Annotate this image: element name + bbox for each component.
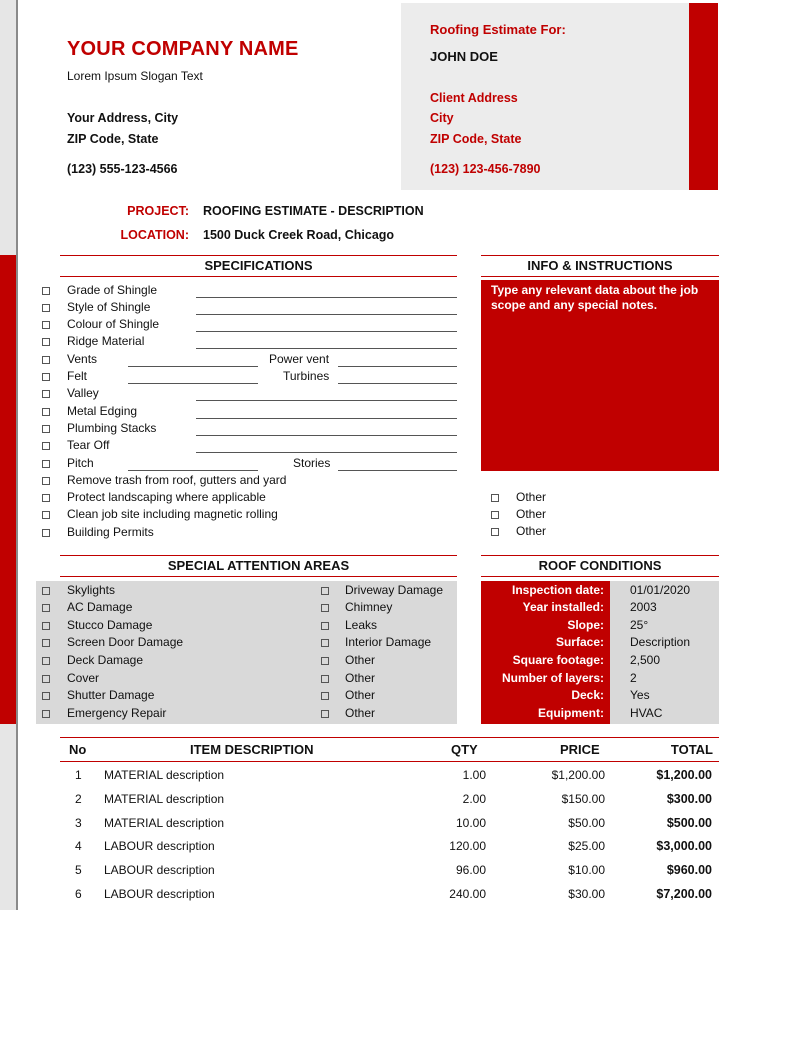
roof-condition-value[interactable]: Yes: [630, 688, 650, 703]
col-total: TOTAL: [670, 742, 713, 757]
spec-item-label: Remove trash from roof, gutters and yard: [67, 472, 287, 487]
roof-condition-value[interactable]: 01/01/2020: [630, 582, 691, 597]
spec-item-label: Valley: [67, 386, 99, 401]
spec-fill-line[interactable]: [196, 314, 457, 315]
roof-condition-value[interactable]: 2: [630, 670, 637, 685]
checkbox[interactable]: [42, 304, 50, 312]
col-description: ITEM DESCRIPTION: [190, 742, 314, 757]
checkbox[interactable]: [42, 338, 50, 346]
attention-item-label: Screen Door Damage: [67, 635, 184, 650]
turbines-label: Turbines: [283, 369, 330, 383]
company-address-line2: ZIP Code, State: [67, 132, 159, 146]
item-description[interactable]: MATERIAL description: [104, 815, 225, 830]
col-price: PRICE: [560, 742, 600, 757]
checkbox[interactable]: [321, 604, 329, 612]
checkbox[interactable]: [321, 657, 329, 665]
checkbox[interactable]: [42, 321, 50, 329]
info-other-label: Other: [516, 489, 547, 504]
items-table-header: [60, 737, 719, 762]
location-value: 1500 Duck Creek Road, Chicago: [203, 228, 395, 242]
spec-item-label: Grade of Shingle: [67, 282, 158, 297]
item-price[interactable]: $1,200.00: [551, 768, 605, 782]
spec-fill-line[interactable]: [196, 435, 457, 436]
item-price[interactable]: $150.00: [561, 791, 605, 806]
left-margin-line: [16, 0, 18, 910]
spec-item-label: Felt: [67, 369, 88, 383]
checkbox[interactable]: [42, 287, 50, 295]
client-zip-state: ZIP Code, State: [430, 132, 522, 146]
roof-condition-label: Surface:: [555, 635, 604, 650]
checkbox[interactable]: [42, 356, 50, 364]
item-description[interactable]: MATERIAL description: [104, 791, 225, 806]
item-no: 5: [75, 863, 82, 878]
checkbox[interactable]: [491, 494, 499, 502]
roof-condition-label: Inspection date:: [511, 582, 604, 597]
spec-item-label: Building Permits: [67, 524, 154, 539]
roof-condition-value[interactable]: 25°: [630, 617, 649, 632]
spec-item-label: Protect landscaping where applicable: [67, 490, 266, 505]
checkbox[interactable]: [42, 692, 50, 700]
felt-fill-line[interactable]: [128, 383, 258, 384]
stories-label: Stories: [293, 455, 331, 470]
special-attention-header: SPECIAL ATTENTION AREAS: [60, 555, 457, 577]
col-qty: QTY: [451, 742, 478, 757]
checkbox[interactable]: [42, 511, 50, 519]
item-no: 2: [75, 791, 82, 806]
checkbox[interactable]: [42, 408, 50, 416]
attention-item-label: Chimney: [345, 600, 393, 615]
item-description[interactable]: LABOUR description: [104, 839, 215, 854]
item-qty[interactable]: 96.00: [455, 863, 486, 878]
checkbox[interactable]: [42, 710, 50, 718]
spec-fill-line[interactable]: [196, 400, 457, 401]
checkbox[interactable]: [321, 639, 329, 647]
company-phone: (123) 555-123-4566: [67, 162, 178, 176]
client-address: Client Address: [430, 91, 518, 105]
pitch-fill-line[interactable]: [128, 470, 258, 471]
info-header: INFO & INSTRUCTIONS: [481, 255, 719, 277]
info-other-label: Other: [516, 506, 547, 521]
item-description[interactable]: LABOUR description: [104, 863, 215, 878]
client-panel: [401, 3, 718, 190]
roof-condition-value[interactable]: Description: [630, 635, 691, 650]
item-price[interactable]: $50.00: [568, 815, 605, 830]
item-qty[interactable]: 1.00: [462, 768, 486, 782]
attention-item-label: Driveway Damage: [345, 582, 444, 597]
spec-fill-line[interactable]: [196, 418, 457, 419]
project-value: ROOFING ESTIMATE - DESCRIPTION: [203, 204, 424, 218]
company-slogan: Lorem Ipsum Slogan Text: [67, 69, 203, 83]
checkbox[interactable]: [42, 373, 50, 381]
checkbox[interactable]: [321, 692, 329, 700]
client-phone: (123) 123-456-7890: [430, 162, 541, 176]
left-margin-accent: [0, 255, 16, 724]
table-row: [60, 886, 719, 903]
roof-condition-label: Deck:: [571, 688, 604, 703]
item-qty[interactable]: 2.00: [462, 791, 486, 806]
item-price[interactable]: $10.00: [568, 863, 605, 878]
spec-fill-line[interactable]: [196, 297, 457, 298]
checkbox[interactable]: [321, 622, 329, 630]
spec-item-label: Tear Off: [67, 438, 110, 453]
specifications-header: SPECIFICATIONS: [60, 255, 457, 277]
roof-condition-label: Year installed:: [522, 600, 604, 615]
item-no: 6: [75, 887, 82, 901]
spec-item-label: Ridge Material: [67, 334, 145, 349]
project-label: PROJECT:: [127, 204, 189, 218]
checkbox[interactable]: [321, 675, 329, 683]
table-row: [60, 767, 719, 784]
item-total: $3,000.00: [656, 839, 712, 854]
estimate-for-label: Roofing Estimate For:: [430, 22, 566, 37]
checkbox[interactable]: [42, 442, 50, 450]
item-no: 3: [75, 815, 82, 830]
table-row: [60, 862, 719, 879]
item-qty[interactable]: 120.00: [449, 839, 486, 854]
item-no: 4: [75, 839, 82, 854]
attention-item-label: Leaks: [345, 617, 378, 632]
client-city: City: [430, 111, 454, 125]
item-no: 1: [75, 768, 82, 782]
attention-item-label: Other: [345, 652, 376, 667]
roof-condition-label: Square footage:: [512, 652, 604, 667]
client-name: JOHN DOE: [430, 49, 498, 64]
vents-fill-line[interactable]: [128, 366, 258, 367]
checkbox[interactable]: [42, 390, 50, 398]
checkbox[interactable]: [42, 657, 50, 665]
info-notes-box[interactable]: Type any relevant data about the job scope and any special notes.: [481, 280, 719, 471]
roof-conditions-header: ROOF CONDITIONS: [481, 555, 719, 577]
roof-condition-value[interactable]: HVAC: [630, 705, 663, 720]
roof-condition-label: Slope:: [567, 617, 604, 632]
company-address-line1: Your Address, City: [67, 111, 179, 125]
spec-fill-line[interactable]: [196, 348, 457, 349]
table-row: [60, 815, 719, 832]
attention-item-label: Other: [345, 670, 376, 685]
roof-condition-value[interactable]: 2,500: [630, 652, 661, 667]
checkbox[interactable]: [42, 604, 50, 612]
attention-item-label: Emergency Repair: [67, 705, 167, 720]
item-total: $960.00: [666, 863, 712, 878]
spec-item-label: Pitch: [67, 455, 94, 470]
item-total: $500.00: [666, 815, 712, 830]
col-no: No: [69, 742, 87, 757]
checkbox[interactable]: [321, 587, 329, 595]
spec-fill-line[interactable]: [196, 331, 457, 332]
attention-item-label: Interior Damage: [345, 635, 432, 650]
info-other-label: Other: [516, 524, 547, 539]
item-price[interactable]: $25.00: [568, 839, 605, 854]
spec-item-label: Style of Shingle: [67, 299, 151, 314]
table-row: [60, 838, 719, 855]
attention-item-label: Skylights: [67, 582, 116, 597]
checkbox[interactable]: [42, 425, 50, 433]
spec-item-label: Colour of Shingle: [67, 317, 160, 332]
stories-fill-line[interactable]: [338, 470, 457, 471]
power-vent-fill-line[interactable]: [338, 366, 457, 367]
roof-condition-label: Equipment:: [538, 705, 604, 720]
spec-item-label: Plumbing Stacks: [67, 420, 157, 435]
roof-condition-label: Number of layers:: [501, 670, 604, 685]
item-description[interactable]: LABOUR description: [104, 887, 215, 901]
attention-item-label: Cover: [67, 670, 100, 685]
checkbox[interactable]: [491, 528, 499, 536]
spec-fill-line[interactable]: [196, 452, 457, 453]
checkbox[interactable]: [42, 494, 50, 502]
table-row: [60, 791, 719, 808]
item-description[interactable]: MATERIAL description: [104, 768, 225, 782]
attention-item-label: Other: [345, 705, 376, 720]
attention-item-label: Shutter Damage: [67, 688, 155, 703]
checkbox[interactable]: [42, 639, 50, 647]
attention-item-label: AC Damage: [67, 600, 133, 615]
roof-condition-value[interactable]: 2003: [630, 600, 657, 615]
checkbox[interactable]: [42, 622, 50, 630]
item-total: $300.00: [666, 791, 712, 806]
item-total: $7,200.00: [656, 887, 712, 901]
checkbox[interactable]: [321, 710, 329, 718]
checkbox[interactable]: [42, 587, 50, 595]
item-qty[interactable]: 10.00: [455, 815, 486, 830]
item-price[interactable]: $30.00: [568, 887, 605, 901]
checkbox[interactable]: [42, 460, 50, 468]
company-name: YOUR COMPANY NAME: [67, 38, 299, 60]
location-label: LOCATION:: [120, 228, 189, 242]
checkbox[interactable]: [42, 675, 50, 683]
turbines-fill-line[interactable]: [338, 383, 457, 384]
spec-item-label: Clean job site including magnetic rolling: [67, 507, 278, 522]
item-total: $1,200.00: [656, 768, 712, 782]
power-vent-label: Power vent: [269, 351, 330, 366]
spec-item-label: Vents: [67, 351, 98, 366]
checkbox[interactable]: [491, 511, 499, 519]
item-qty[interactable]: 240.00: [449, 887, 486, 901]
attention-item-label: Deck Damage: [67, 652, 144, 667]
checkbox[interactable]: [42, 529, 50, 537]
spec-item-label: Metal Edging: [67, 403, 138, 418]
client-panel-accent: [689, 3, 718, 190]
attention-item-label: Stucco Damage: [67, 617, 153, 632]
attention-item-label: Other: [345, 688, 376, 703]
checkbox[interactable]: [42, 477, 50, 485]
